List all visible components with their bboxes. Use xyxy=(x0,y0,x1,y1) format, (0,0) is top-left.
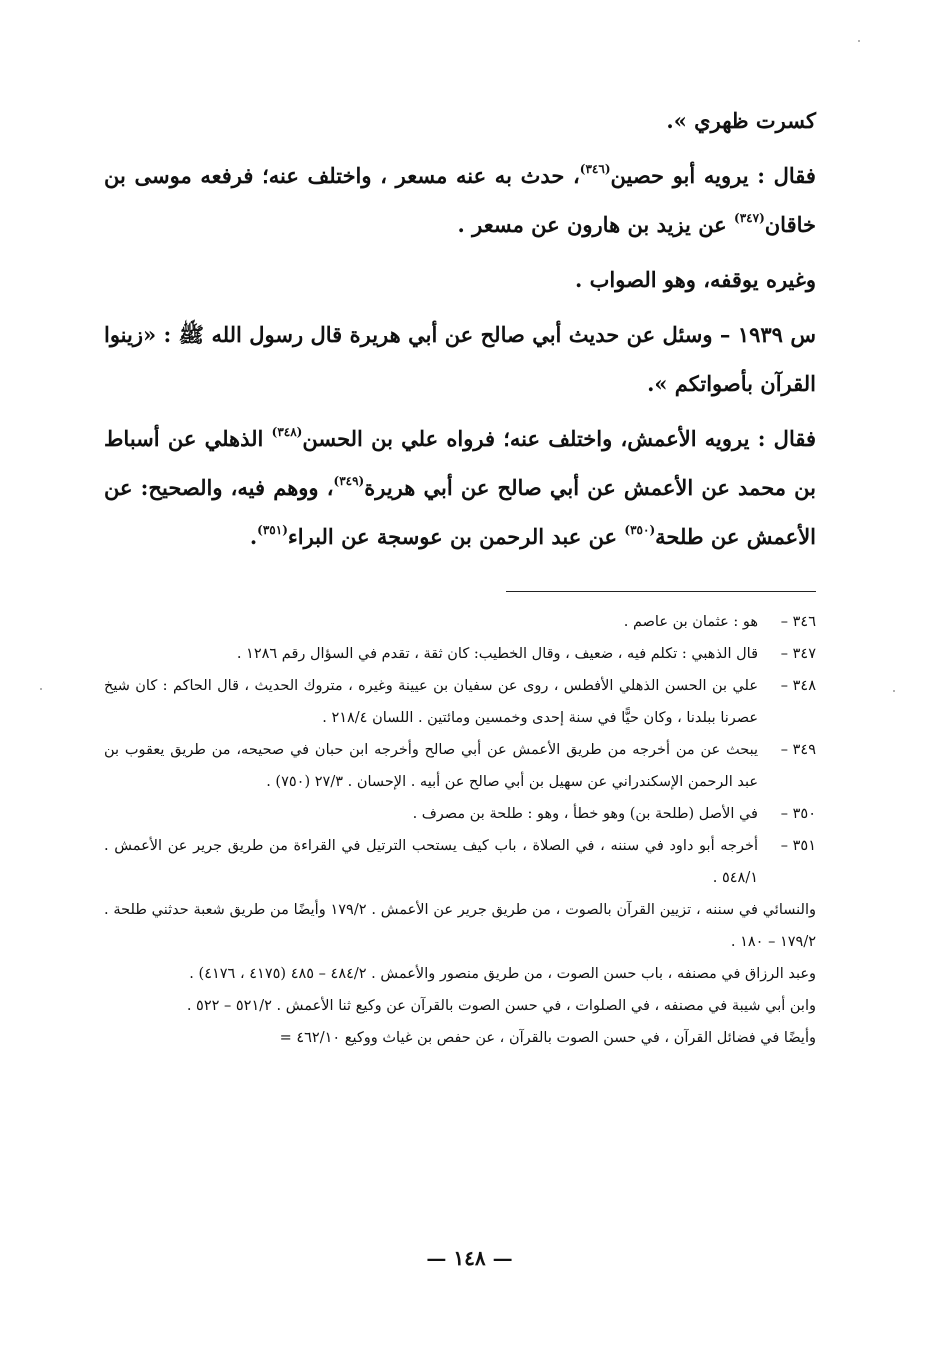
footnote-347: ٣٤٧ – قال الذهبي : تكلم فيه ، ضعيف ، وقال الخطيب: كان ثقة ، تقدم في السؤال رقم ١٢٨٦ . xyxy=(236,646,816,662)
footnote-ref-349[interactable]: (٣٤٩) xyxy=(333,474,365,488)
paragraph-3: وغيره يوقفه، وهو الصواب . xyxy=(575,267,816,292)
scan-speck xyxy=(858,40,860,42)
footnote-349: ٣٤٩ – يبحث عن من أخرجه من طريق الأعمش عن أبي صالح وأخرجه ابن حبان في صحيحه، من طريق يعقوب بن عبد الرحمن الإسكندراني عن سهيل بن أبي صالح عن أبيه . الإحسان . ٢٧/٣ (٧٥٠) . xyxy=(104,742,816,790)
footnote-351-continuation-1: والنسائي في سننه ، تزيين القرآن بالصوت ، من طريق جرير عن الأعمش . ١٧٩/٢ وأيضًا من طريق شعبة حدثني طلحة . ١٧٩/٢ – ١٨٠ . xyxy=(104,902,816,950)
page-number: — ١٤٨ — xyxy=(426,1246,513,1270)
footnote-351-continuation-3: وابن أبي شيبة في مصنفه ، في الصلوات ، في حسن الصوت بالقرآن عن وكيع ثنا الأعمش . ٥٢١/٢ – ٥٢٢ . xyxy=(186,998,816,1014)
footnote-351: ٣٥١ – أخرجه أبو داود في سننه ، في الصلاة ، باب كيف يستحب الترتيل في القراءة من طريق جرير عن الأعمش . ٥٤٨/١ . xyxy=(104,838,816,886)
page-content xyxy=(104,96,816,1054)
paragraph-5: فقال : يرويه الأعمش، واختلف عنه؛ فرواه علي بن الحسن$^{(٣٤٨)}$ الذهلي عن أسباط بن محمد عن الأعمش عن أبي صالح عن أبي هريرة$^{(٣٤٩)}$، ووهم فيه، والصحيح: عن الأعمش عن طلحة$^{(٣٥٠)}$ عن عبد الرحمن بن عوسجة عن البراء$^{(٣٥١)}$. xyxy=(104,425,817,549)
footnote-ref-350[interactable]: (٣٥٠) xyxy=(624,523,656,537)
main-text xyxy=(104,96,816,561)
footnote-348: ٣٤٨ – علي بن الحسن الذهلي الأفطس ، روى عن سفيان بن عيينة وغيره ، متروك الحديث ، قال الحاكم : كان شيخ عصرنا ببلدنا ، وكان حيًّا في سنة إحدى وخمسين ومائتين . اللسان ٢١٨/٤ . xyxy=(104,678,816,726)
footnote-351-continuation-2: وعبد الرزاق في مصنفه ، باب حسن الصوت ، من طريق منصور والأعمش . ٤٨٤/٢ – ٤٨٥ (٤١٧٥ ، ٤١٧٦) . xyxy=(189,966,816,982)
footnote-ref-347[interactable]: (٣٤٧) xyxy=(734,211,765,225)
question-1939: س ١٩٣٩ – وسئل عن حديث أبي صالح عن أبي هريرة قال رسول الله ﷺ : «زينوا القرآن بأصواتكم ». xyxy=(104,322,816,396)
scan-speck xyxy=(40,688,42,690)
footnote-ref-351[interactable]: (٣٥١) xyxy=(257,523,288,537)
footnote-ref-348[interactable]: (٣٤٨) xyxy=(271,425,303,439)
paragraph-1: كسرت ظهري ». xyxy=(666,108,816,133)
paragraph-2: فقال : يرويه أبو حصين$^{(٣٤٦)}$، حدث به عنه مسعر ، واختلف عنه؛ فرفعه موسى بن خاقان$^{(٣٤٧)}$ عن يزيد بن هارون عن مسعر . xyxy=(104,162,816,237)
scan-speck xyxy=(893,690,895,692)
footnote-346: ٣٤٦ – هو : عثمان بن عاصم . xyxy=(623,614,816,630)
footnote-350: ٣٥٠ – في الأصل (طلحة بن) وهو خطأ ، وهو : طلحة بن مصرف . xyxy=(412,806,816,822)
footnote-351-continuation-4: وأيضًا في فضائل القرآن ، في حسن الصوت بالقرآن ، عن حفص بن غياث ووكيع ٤٦٢/١٠ = xyxy=(279,1030,816,1046)
footnotes xyxy=(104,606,816,1054)
footnote-divider xyxy=(506,591,816,592)
footnote-ref-346[interactable]: (٣٤٦) xyxy=(579,162,611,176)
